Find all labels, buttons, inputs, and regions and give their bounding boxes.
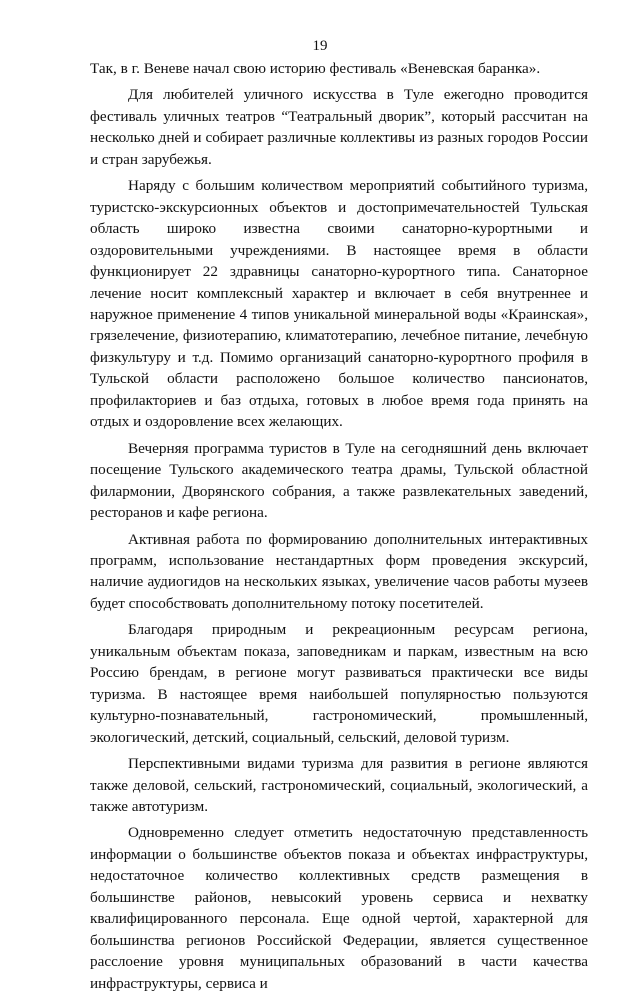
paragraph: Для любителей уличного искусства в Туле ежегодно проводится фестиваль уличных театров “Театральный дворик”, который рассчитан на несколько дней и собирает различные коллективы из разных городов России и стран зарубежья. (90, 86, 588, 168)
paragraph: Перспективными видами туризма для развития в регионе являются также деловой, сельский, гастрономический, социальный, экологический, а также автотуризм. (90, 755, 588, 815)
body-text (90, 58, 588, 994)
paragraph: Активная работа по формированию дополнительных интерактивных программ, использование нестандартных форм проведения экскурсий, наличие аудиогидов на нескольких языках, увеличение часов работы музеев будет способствовать дополнительному потоку посетителей. (90, 530, 588, 612)
paragraph: Наряду с большим количеством мероприятий событийного туризма, туристско-экскурсионных объектов и достопримечательностей Тульская область широко известна своими санаторно-курортными и оздоровительными учреждениями. В настоящее время в области функционирует 22 здравницы санаторно-курортного типа. Санаторное лечение носит комплексный характер и включает в себя внутреннее и наружное применение 4 типов уникальной минеральной воды «Краинская», грязелечение, физиотерапию, климатотерапию, лечебное питание, лечебную физкультуру и т.д. Помимо организаций санаторно-курортного профиля в Тульской области расположено большое количество пансионатов, профилакториев и баз отдыха, готовых в любое время года принять на отдых и оздоровление всех желающих. (90, 177, 588, 431)
page-number: 19 (312, 38, 328, 54)
paragraph: Вечерняя программа туристов в Туле на сегодняшний день включает посещение Тульского академического театра драмы, Тульской областной филармонии, Дворянского собрания, а также развлекательных заведений, ресторанов и кафе региона. (90, 439, 588, 522)
paragraph: Благодаря природным и рекреационным ресурсам региона, уникальным объектам показа, заповедникам и паркам, известным на всю Россию брендам, в регионе могут развиваться практически все виды туризма. В настоящее время наибольшей популярностью пользуются культурно-познавательный, гастрономический, промышленный, экологический, детский, социальный, сельский, деловой туризм. (90, 621, 588, 746)
paragraph: Так, в г. Веневе начал свою историю фестиваль «Веневская баранка». (90, 60, 541, 77)
paragraph: Одновременно следует отметить недостаточную представленность информации о большинстве объектов показа и объектах инфраструктуры, недостаточное количество коллективных средств размещения в большинстве районов, невысокий уровень сервиса и нехватку квалифицированного персонала. Еще одной чертой, характерной для большинства регионов Российской Федерации, является существенное расслоение уровня муниципальных образований в части качества инфраструктуры, сервиса и (90, 824, 588, 992)
